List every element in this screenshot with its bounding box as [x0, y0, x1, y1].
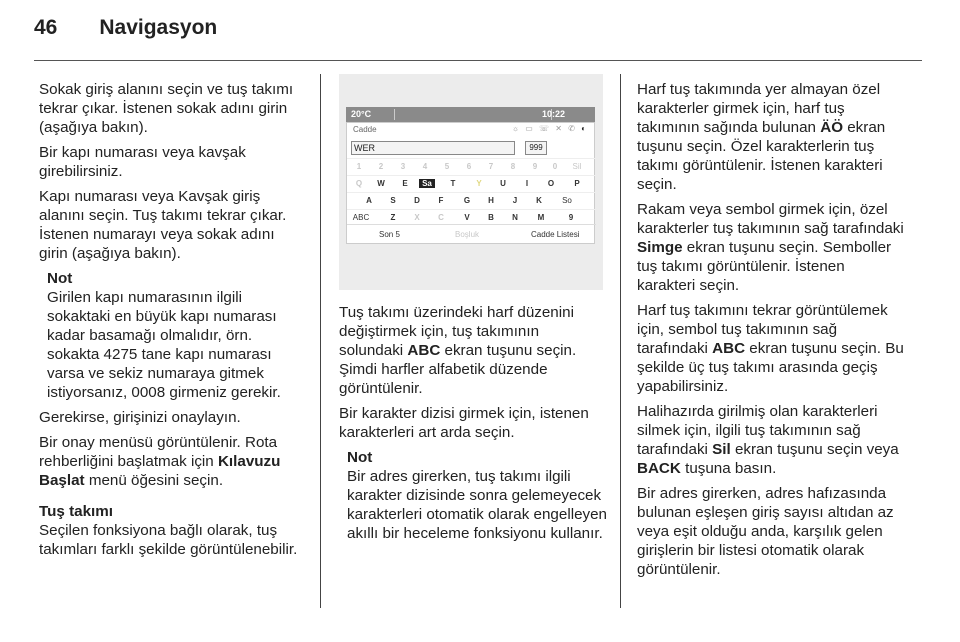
status-icons: ☼ ▭ ☏ ✕ ✆ ◐: [511, 124, 588, 133]
last-5-button[interactable]: Son 5: [379, 230, 400, 239]
note-box: [47, 269, 305, 402]
note-box: [347, 448, 607, 543]
key[interactable]: Z: [390, 213, 396, 222]
key[interactable]: I: [525, 179, 529, 188]
paragraph: Bir kapı numarası veya kavşak girebilirsiniz.: [39, 144, 246, 180]
key[interactable]: G: [463, 196, 471, 205]
key[interactable]: 5: [444, 162, 450, 171]
note-text: Girilen kapı numarasının ilgili sokaktaki en büyük kapı numarası kadar basamağı olmalıdır, örn. sokakta 4275 tane kapı numarası varsa ve sekiz numaraya gitmek istiyorsanız, 0008 girmeniz gerekir.: [47, 289, 281, 401]
temperature: 20°C: [351, 109, 372, 119]
section-heading: Tuş takımı: [39, 503, 113, 520]
key[interactable]: H: [488, 196, 494, 205]
field-label: Cadde: [353, 125, 377, 134]
paragraph: Tuş takımı üzerindeki harf düzenini değiştirmek için, tuş takımının solundaki ABC ekran tuşunu seçin. Şimdi harfler alfabetik düzende görüntülenir.: [339, 304, 577, 397]
key[interactable]: 4: [422, 162, 428, 171]
number-row: [347, 158, 596, 176]
key[interactable]: S: [390, 196, 396, 205]
note-title: Not: [347, 449, 373, 466]
key[interactable]: E: [402, 179, 408, 188]
key[interactable]: Sa: [419, 179, 435, 188]
status-bar: [346, 107, 595, 122]
key[interactable]: 0: [552, 162, 558, 171]
paragraph: Bir onay menüsü görüntülenir. Rota rehberliğini başlatmak için Kılavuzu Başlat menü öğesini seçin.: [39, 434, 281, 489]
letter-row-1: [347, 175, 596, 193]
space-button[interactable]: Boşluk: [455, 230, 480, 239]
key[interactable]: X: [414, 213, 420, 222]
key[interactable]: J: [512, 196, 518, 205]
key[interactable]: M: [537, 213, 545, 222]
page-number: 46: [34, 16, 58, 39]
column-divider-1: [320, 74, 321, 608]
key[interactable]: 2: [378, 162, 384, 171]
key[interactable]: 9: [568, 213, 574, 222]
column-3: [637, 80, 905, 585]
key[interactable]: Q: [355, 179, 363, 188]
keyboard-panel: [346, 122, 595, 244]
column-divider-2: [620, 74, 621, 608]
key[interactable]: 6: [466, 162, 472, 171]
street-input[interactable]: WER: [351, 141, 515, 155]
key[interactable]: F: [438, 196, 444, 205]
delete-key[interactable]: Sil: [572, 162, 582, 171]
key[interactable]: V: [464, 213, 470, 222]
paragraph: Bir karakter dizisi girmek için, istenen karakterleri art arda seçin.: [339, 405, 589, 441]
header-rule: [34, 60, 922, 61]
key[interactable]: K: [536, 196, 542, 205]
key[interactable]: 9: [532, 162, 538, 171]
paragraph: Halihazırda girilmiş olan karakterleri silmek için, ilgili tuş takımının sağ tarafındaki Sil ekran tuşunu seçin veya BACK tuşuna basın.: [637, 403, 899, 477]
key[interactable]: T: [450, 179, 456, 188]
key[interactable]: N: [512, 213, 518, 222]
paragraph: Bir adres girerken, adres hafızasında bulunan eşleşen giriş sayısı altıdan az veya eşit olduğu anda, karşılık gelen girişlerin bir listesi otomatik olarak görüntülenir.: [637, 485, 894, 578]
keyboard-bottom-bar: [347, 224, 596, 244]
column-1: [39, 80, 305, 565]
paragraph: Sokak giriş alanını seçin ve tuş takımı tekrar çıkar. İstenen sokak adını girin (aşağıya bakın).: [39, 81, 294, 136]
paragraph: Seçilen fonksiyona bağlı olarak, tuş takımları farklı şekilde görüntülenebilir.: [39, 522, 298, 558]
paragraph: Harf tuş takımında yer almayan özel karakterler girmek için, harf tuş takımının sağında bulunan ÄÖ ekran tuşunu seçin. Özel karakterlerin tuş takımı görüntülenir. İstenen karakteri seçin.: [637, 81, 886, 193]
paragraph: Gerekirse, girişinizi onaylayın.: [39, 409, 241, 426]
clock-time: 10:22: [541, 109, 565, 119]
key[interactable]: D: [414, 196, 420, 205]
key[interactable]: A: [366, 196, 372, 205]
note-text: Bir adres girerken, tuş takımı ilgili karakter dizisinde sonra gelemeyecek karakterleri otomatik olarak engelleyen akıllı bir heceleme fonksiyonu kullanır.: [347, 468, 608, 542]
column-2: [339, 303, 607, 549]
key[interactable]: 8: [510, 162, 516, 171]
key[interactable]: 1: [356, 162, 362, 171]
key[interactable]: W: [377, 179, 385, 188]
keyboard-screenshot: [339, 74, 603, 290]
paragraph: Harf tuş takımını tekrar görüntülemek için, sembol tuş takımının sağ tarafındaki ABC ekran tuşunu seçin. Bu şekilde üç tuş takımı arasında geçiş yapabilirsiniz.: [637, 302, 904, 395]
key[interactable]: U: [500, 179, 506, 188]
key[interactable]: 3: [400, 162, 406, 171]
letter-row-2: [347, 192, 596, 210]
key[interactable]: Y: [476, 179, 482, 188]
paragraph: Rakam veya sembol girmek için, özel karakterler tuş takımının sağ tarafındaki Simge ekran tuşunu seçin. Semboller tuş takımı görüntülenir. İstenen karakteri seçin.: [637, 201, 904, 294]
abc-key[interactable]: ABC: [352, 213, 370, 222]
paragraph: Kapı numarası veya Kavşak giriş alanını seçin. Tuş takımı tekrar çıkar. İstenen numarayı veya sokak adını girin (aşağıya bakın).: [39, 188, 287, 262]
street-list-button[interactable]: Cadde Listesi: [531, 230, 580, 239]
note-title: Not: [47, 270, 73, 287]
key[interactable]: C: [438, 213, 444, 222]
key[interactable]: 7: [488, 162, 494, 171]
key[interactable]: P: [574, 179, 580, 188]
key[interactable]: O: [547, 179, 555, 188]
page-header: [34, 16, 217, 40]
clock-icon: ◐: [581, 124, 588, 133]
result-count: 999: [525, 141, 547, 155]
key[interactable]: B: [488, 213, 494, 222]
special-chars-key[interactable]: So: [562, 196, 572, 205]
page-title: Navigasyon: [99, 16, 218, 39]
